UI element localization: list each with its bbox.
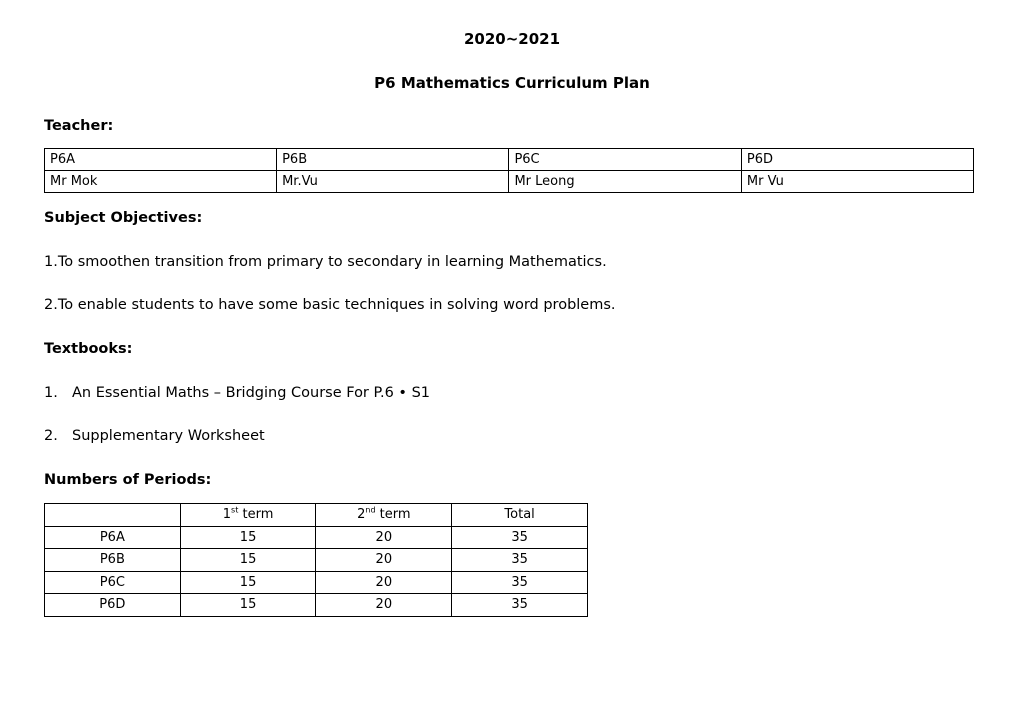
term2-cell: 20 <box>316 526 452 549</box>
class-cell: P6B <box>45 549 181 572</box>
term1-cell: 15 <box>180 594 316 617</box>
teacher-name-row <box>45 171 974 193</box>
total-cell: 35 <box>452 549 588 572</box>
class-cell: P6A <box>45 526 181 549</box>
periods-table <box>44 503 588 617</box>
list-number: 1. <box>44 385 58 401</box>
class-cell: P6C <box>45 571 181 594</box>
textbook-title: An Essential Maths – Bridging Course For P.6 • S1 <box>72 385 431 401</box>
term2-cell: 20 <box>316 549 452 572</box>
teacher-name-cell: Mr Mok <box>45 171 277 193</box>
teacher-class-row <box>45 149 974 171</box>
total-cell: 35 <box>452 594 588 617</box>
table-row <box>45 571 588 594</box>
textbook-title: Supplementary Worksheet <box>72 428 265 444</box>
periods-heading: Numbers of Periods: <box>44 472 212 488</box>
column-header: 1st term <box>180 504 316 527</box>
periods-header-row <box>45 504 588 527</box>
academic-year: 2020~2021 <box>463 30 561 48</box>
table-row <box>45 594 588 617</box>
objectives-heading: Subject Objectives: <box>44 210 203 226</box>
page-title: P6 Mathematics Curriculum Plan <box>374 74 650 92</box>
term1-cell: 15 <box>180 526 316 549</box>
textbooks-heading: Textbooks: <box>44 341 133 357</box>
table-row <box>45 526 588 549</box>
textbook-item <box>44 385 430 401</box>
objective-item: 2.To enable students to have some basic techniques in solving word problems. <box>44 297 616 313</box>
list-number: 2. <box>44 428 58 444</box>
class-cell: P6A <box>45 149 277 171</box>
textbook-item <box>44 428 265 444</box>
teacher-name-cell: Mr.Vu <box>277 171 509 193</box>
total-cell: 35 <box>452 526 588 549</box>
term1-cell: 15 <box>180 549 316 572</box>
teacher-name-cell: Mr Leong <box>509 171 741 193</box>
class-cell: P6D <box>45 594 181 617</box>
teacher-name-cell: Mr Vu <box>741 171 973 193</box>
term1-cell: 15 <box>180 571 316 594</box>
term2-cell: 20 <box>316 594 452 617</box>
empty-header-cell <box>45 504 181 527</box>
class-cell: P6C <box>509 149 741 171</box>
term2-cell: 20 <box>316 571 452 594</box>
column-header: 2nd term <box>316 504 452 527</box>
total-cell: 35 <box>452 571 588 594</box>
teacher-heading: Teacher: <box>44 118 114 134</box>
column-header: Total <box>452 504 588 527</box>
teacher-table <box>44 148 974 193</box>
objective-item: 1.To smoothen transition from primary to secondary in learning Mathematics. <box>44 254 607 270</box>
class-cell: P6D <box>741 149 973 171</box>
class-cell: P6B <box>277 149 509 171</box>
table-row <box>45 549 588 572</box>
